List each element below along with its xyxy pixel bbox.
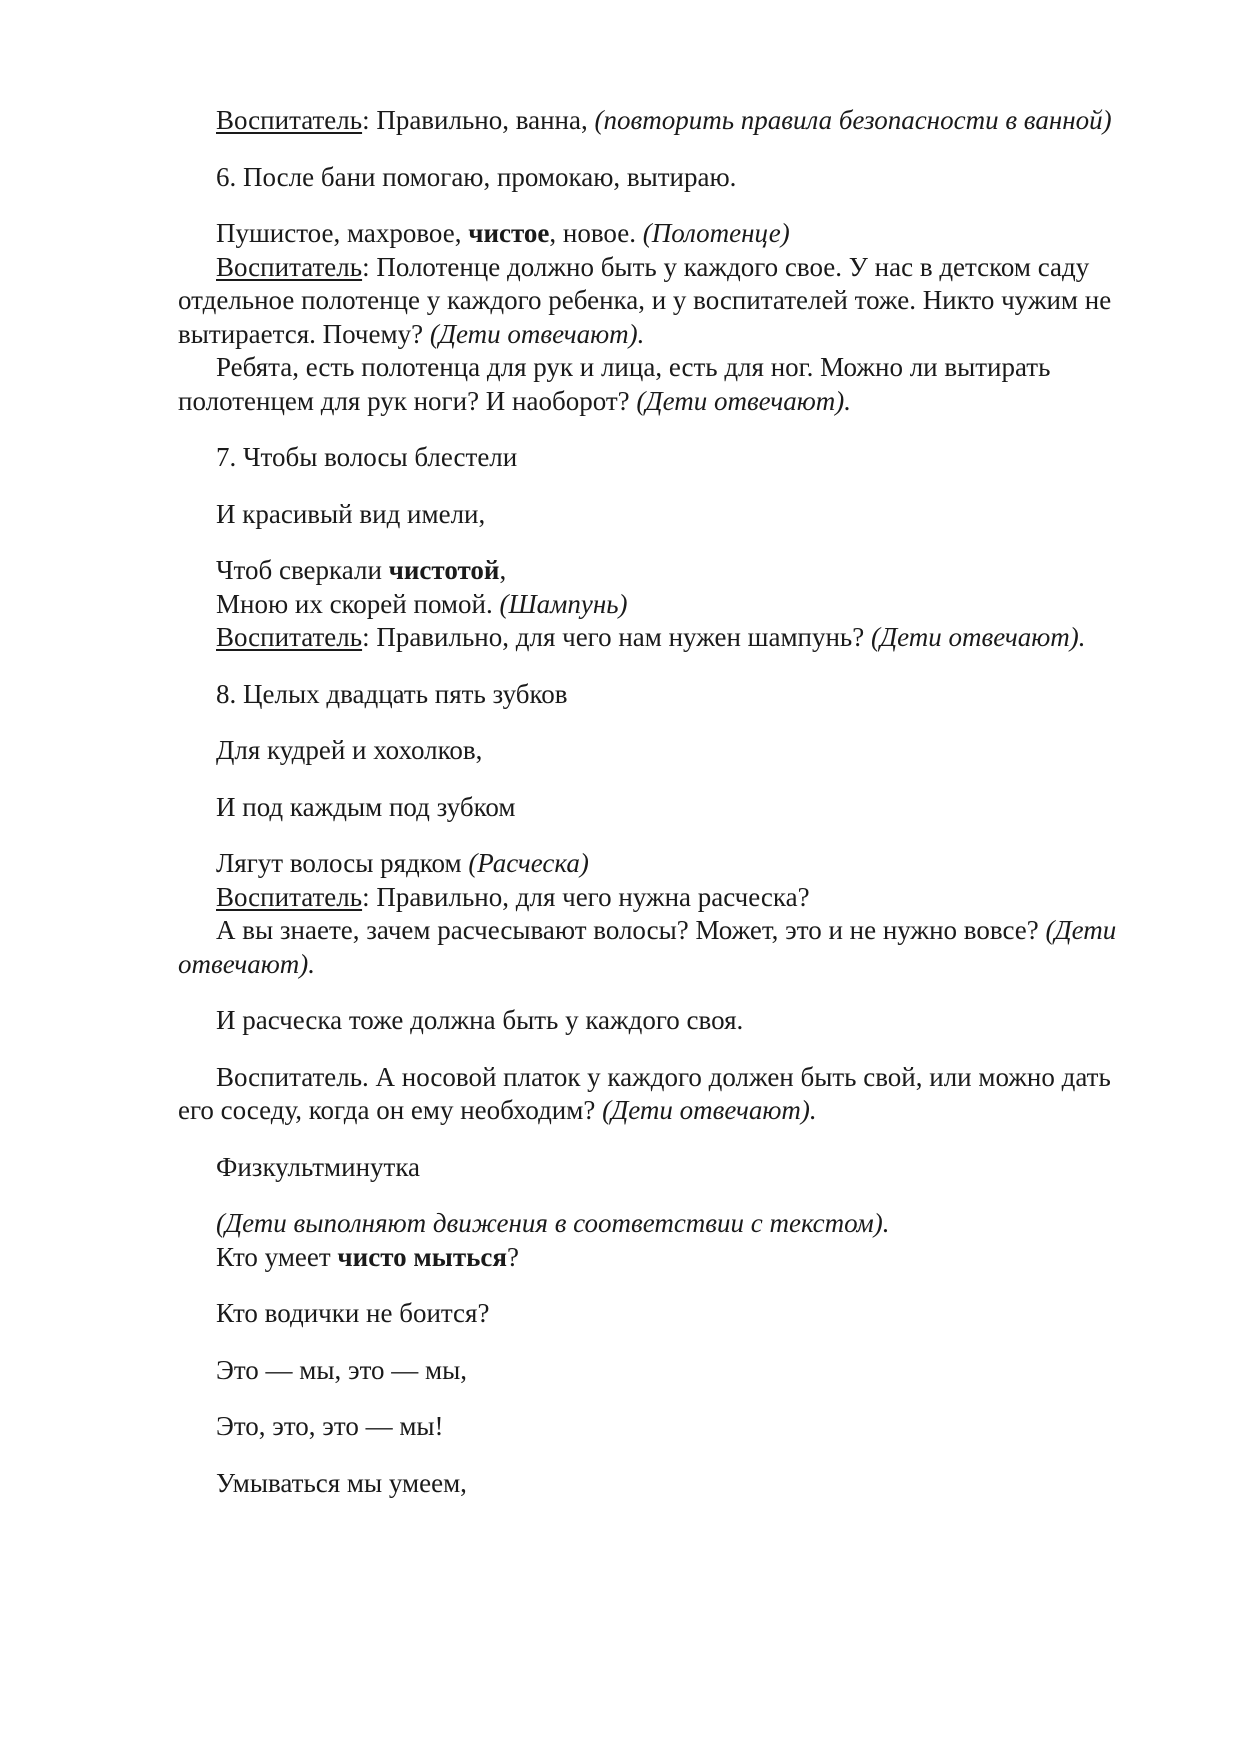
riddle-answer: (Шампунь) <box>499 588 628 619</box>
section-heading <box>178 1151 1138 1185</box>
riddle-line <box>178 588 1138 622</box>
paragraph-text: Лягут волосы рядком <box>216 848 469 878</box>
stage-direction: (Дети отвечают). <box>636 385 851 416</box>
poem-line <box>178 1297 1138 1331</box>
poem-line <box>178 1241 1138 1275</box>
bold-word: чистое <box>468 218 550 248</box>
riddle-line <box>178 498 1138 532</box>
stage-direction: (Дети отвечают). <box>602 1095 817 1125</box>
paragraph-text: Воспитатель. А носовой платок у каждого должен быть свой, или можно дать его соседу, когда он ему необходим? <box>178 1061 1111 1125</box>
stage-direction: (Дети выполняют движения в соответствии с текстом). <box>216 1208 890 1238</box>
paragraph-text: , новое. <box>549 218 643 248</box>
paragraph-text: Чтоб сверкали <box>216 555 389 585</box>
paragraph-text: Мною их скорей помой. <box>216 588 500 619</box>
riddle-line <box>178 554 1138 588</box>
paragraph-text: Ребята, есть полотенца для рук и лица, есть для ног. Можно ли вытирать полотенцем для рук ноги? И наоборот? <box>178 352 1051 416</box>
paragraph-text: : Правильно, ванна, <box>362 105 595 135</box>
bold-word: чисто мыться <box>337 1241 507 1272</box>
paragraph <box>178 104 1138 138</box>
speaker-label: Воспитатель <box>216 881 363 912</box>
bold-word: чистотой <box>388 555 500 585</box>
paragraph-text: Для кудрей и хохолков, <box>216 735 483 765</box>
paragraph-text: А вы знаете, зачем расчесывают волосы? Может, это и не нужно вовсе? <box>216 915 1046 945</box>
paragraph-text: И расческа тоже должна быть у каждого своя. <box>216 1005 744 1035</box>
poem-line <box>178 1410 1138 1444</box>
paragraph-text: Пушистое, махровое, <box>216 218 469 248</box>
stage-direction: (Дети отвечают). <box>429 318 645 349</box>
paragraph-text: : Правильно, для чего нам нужен шампунь? <box>362 622 871 652</box>
riddle-line <box>178 678 1138 712</box>
paragraph-text: : Правильно, для чего нужна расческа? <box>362 881 810 912</box>
riddle-line <box>178 441 1138 475</box>
riddle-line <box>178 791 1138 825</box>
poem-line <box>178 1467 1138 1501</box>
paragraph-text: 6. После бани помогаю, промокаю, вытираю. <box>216 161 737 192</box>
stage-direction-line <box>178 1207 1138 1241</box>
riddle-answer: (Расческа) <box>468 848 589 878</box>
paragraph <box>178 1004 1138 1038</box>
paragraph <box>178 1061 1138 1128</box>
stage-direction: (Дети отвечают). <box>870 622 1086 652</box>
paragraph-text: Умываться мы умеем, <box>216 1467 467 1498</box>
riddle-answer: (Полотенце) <box>642 218 790 248</box>
paragraph-text: , <box>499 555 507 585</box>
paragraph-text: ? <box>506 1241 519 1272</box>
paragraph-text: 7. Чтобы волосы блестели <box>216 442 518 472</box>
paragraph-text: Физкультминутка <box>216 1151 421 1182</box>
paragraph <box>178 914 1138 981</box>
riddle-line <box>178 161 1138 195</box>
paragraph <box>178 881 1138 915</box>
paragraph-text: Кто водички не боится? <box>216 1298 490 1328</box>
paragraph-text: 8. Целых двадцать пять зубков <box>216 678 568 709</box>
paragraph-text: Это, это, это — мы! <box>216 1411 444 1441</box>
paragraph-text: Это — мы, это — мы, <box>216 1354 468 1385</box>
paragraph-text: : Полотенце должно быть у каждого свое. У нас в детском саду отдельное полотенце у каждого ребенка, и у воспитателей тоже. Никто чужим не вытирается. Почему? <box>178 251 1112 349</box>
paragraph <box>178 251 1138 352</box>
paragraph <box>178 621 1138 655</box>
document-page <box>178 104 1138 1500</box>
paragraph-text: И красивый вид имели, <box>216 498 486 529</box>
riddle-line <box>178 847 1138 881</box>
paragraph-text: Кто умеет <box>216 1241 338 1272</box>
paragraph-text: И под каждым под зубком <box>216 791 516 822</box>
poem-line <box>178 1354 1138 1388</box>
riddle-line <box>178 734 1138 768</box>
paragraph <box>178 351 1138 418</box>
speaker-label: Воспитатель <box>216 251 363 282</box>
speaker-label: Воспитатель <box>216 622 363 652</box>
stage-direction: (Дети отвечают). <box>178 915 1117 979</box>
speaker-label: Воспитатель <box>216 105 363 135</box>
riddle-line <box>178 217 1138 251</box>
stage-direction: (повторить правила безопасности в ванной) <box>594 105 1112 135</box>
